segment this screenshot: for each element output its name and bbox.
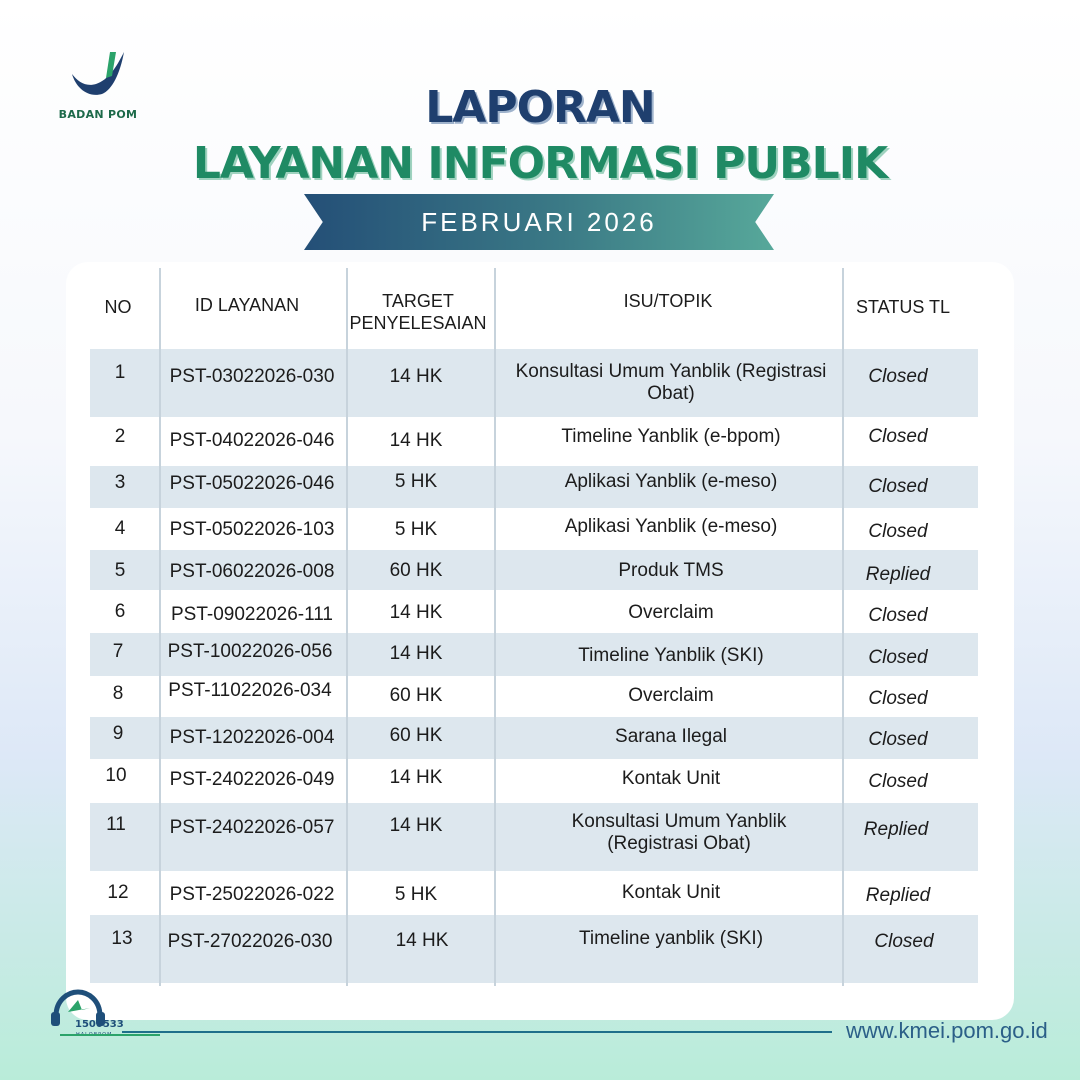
- cell-status: Replied: [863, 819, 929, 840]
- cell-id: PST-10022026-056: [167, 641, 333, 662]
- cell-topic: Overclaim: [628, 602, 714, 623]
- hotline-number: 1500533: [75, 1019, 124, 1030]
- column-header-id: ID LAYANAN: [194, 295, 300, 315]
- column-divider: [346, 268, 348, 986]
- cell-target: 60 HK: [389, 685, 443, 706]
- cell-id: PST-04022026-046: [169, 430, 335, 451]
- column-divider: [842, 268, 844, 986]
- cell-target: 5 HK: [394, 519, 438, 540]
- cell-status: Closed: [868, 647, 928, 668]
- cell-no: 4: [114, 518, 126, 539]
- cell-no: 5: [114, 560, 126, 581]
- cell-no: 10: [105, 765, 127, 786]
- cell-id: PST-03022026-030: [169, 366, 335, 387]
- cell-id: PST-09022026-111: [171, 604, 333, 625]
- brand-name: BADAN POM: [58, 108, 138, 121]
- cell-status: Closed: [868, 521, 928, 542]
- cell-target: 60 HK: [389, 725, 443, 746]
- cell-id: PST-11022026-034: [168, 680, 332, 701]
- cell-target: 14 HK: [389, 602, 443, 623]
- cell-target: 14 HK: [389, 815, 443, 836]
- cell-topic: Produk TMS: [618, 560, 724, 581]
- cell-target: 14 HK: [389, 430, 443, 451]
- cell-no: 6: [114, 601, 126, 622]
- cell-no: 12: [107, 882, 129, 903]
- cell-status: Closed: [868, 476, 928, 497]
- cell-target: 14 HK: [389, 643, 443, 664]
- cell-no: 13: [111, 928, 133, 949]
- cell-topic: Kontak Unit: [621, 882, 721, 903]
- cell-no: 2: [114, 426, 126, 447]
- cell-status: Closed: [868, 771, 928, 792]
- cell-status: Replied: [865, 885, 931, 906]
- column-divider: [494, 268, 496, 986]
- column-header-status: STATUS TL: [855, 297, 951, 317]
- cell-status: Closed: [874, 931, 934, 952]
- cell-no: 7: [112, 641, 124, 662]
- column-header-no: NO: [104, 297, 132, 317]
- cell-target: 14 HK: [389, 767, 443, 788]
- column-divider: [159, 268, 161, 986]
- cell-status: Closed: [868, 366, 928, 387]
- hotline-badge: [48, 988, 128, 1040]
- cell-no: 8: [112, 683, 124, 704]
- cell-status: Closed: [868, 688, 928, 709]
- cell-target: 14 HK: [389, 366, 443, 387]
- cell-topic: Konsultasi Umum Yanblik (Registrasi Obat): [515, 361, 827, 404]
- website-link[interactable]: www.kmei.pom.go.id: [846, 1018, 1048, 1043]
- cell-id: PST-25022026-022: [169, 884, 335, 905]
- cell-topic: Aplikasi Yanblik (e-meso): [564, 516, 778, 537]
- cell-no: 1: [114, 362, 126, 383]
- cell-target: 5 HK: [394, 884, 438, 905]
- cell-id: PST-05022026-046: [169, 473, 335, 494]
- column-header-topic: ISU/TOPIK: [623, 291, 713, 311]
- cell-id: PST-05022026-103: [169, 519, 335, 540]
- cell-topic: Kontak Unit: [621, 768, 721, 789]
- cell-id: PST-06022026-008: [169, 561, 335, 582]
- report-table: [66, 262, 1014, 1020]
- period-label: FEBRUARI 2026: [421, 207, 657, 237]
- cell-topic: Timeline Yanblik (e-bpom): [561, 426, 781, 447]
- cell-id: PST-24022026-057: [169, 817, 335, 838]
- cell-topic: Overclaim: [628, 685, 714, 706]
- cell-no: 9: [112, 723, 124, 744]
- cell-target: 14 HK: [395, 930, 449, 951]
- page-title-line2: LAYANAN INFORMASI PUBLIK: [192, 138, 888, 189]
- cell-id: PST-12022026-004: [169, 727, 335, 748]
- cell-status: Replied: [865, 564, 931, 585]
- footer-divider: [122, 1031, 832, 1033]
- cell-target: 60 HK: [389, 560, 443, 581]
- cell-no: 3: [114, 472, 126, 493]
- cell-topic: Aplikasi Yanblik (e-meso): [564, 471, 778, 492]
- cell-topic: Timeline yanblik (SKI): [578, 928, 764, 949]
- cell-status: Closed: [868, 605, 928, 626]
- cell-topic: Sarana Ilegal: [615, 726, 727, 747]
- footer-accent-line: [60, 1034, 160, 1036]
- cell-id: PST-27022026-030: [167, 931, 333, 952]
- cell-topic: Timeline Yanblik (SKI): [578, 645, 764, 666]
- cell-topic: Konsultasi Umum Yanblik (Registrasi Obat): [571, 811, 787, 854]
- column-header-target: TARGET PENYELESAIAN: [349, 291, 487, 333]
- page-title-line1: LAPORAN: [425, 82, 655, 133]
- cell-status: Closed: [868, 729, 928, 750]
- cell-status: Closed: [868, 426, 928, 447]
- cell-id: PST-24022026-049: [169, 769, 335, 790]
- cell-no: 11: [106, 814, 126, 835]
- cell-target: 5 HK: [394, 471, 438, 492]
